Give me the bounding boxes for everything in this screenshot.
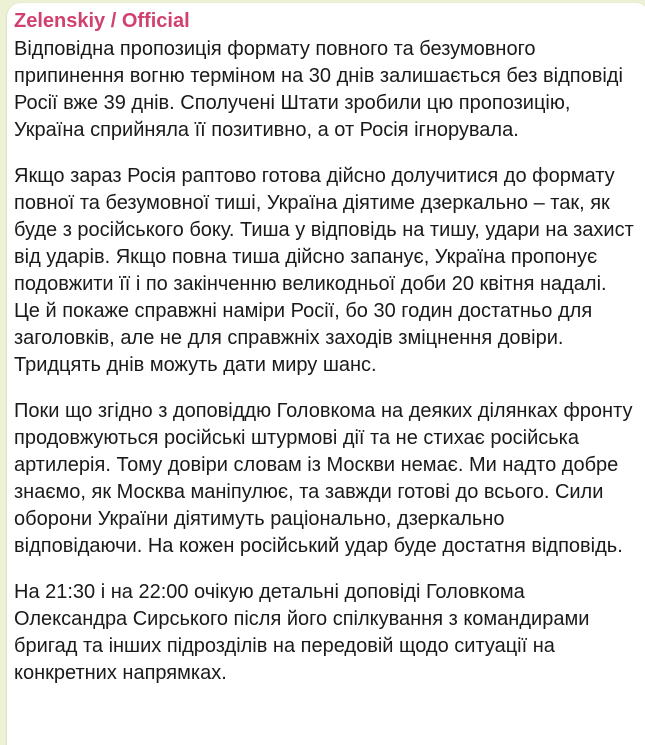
channel-title[interactable]: Zelenskiy / Official <box>14 10 190 32</box>
message-text <box>14 36 634 687</box>
message-paragraph-1: Відповідна пропозиція формату повного та безумовного припинення вогню терміном на 30 днів залишається без відповіді Росії вже 39 днів. Сполучені Штати зробили цю пропозицію, Україна сприйняла її позитивно, а от Росія ігнорувала. <box>14 38 623 141</box>
message-paragraph-3: Поки що згідно з доповіддю Головкома на деяких ділянках фронту продовжуються російські штурмові дії та не стихає російська артилерія. Тому довіри словам із Москви немає. Ми надто добре знаємо, як Москва маніпулює, та завжди готові до всього. Сили оборони України діятимуть раціонально, дзеркально відповідаючи. На кожен російський удар буде достатня відповідь. <box>14 400 633 557</box>
message-paragraph-2: Якщо зараз Росія раптово готова дійсно долучитися до формату повної та безумовної тиші, Україна діятиме дзеркально – так, як буде з російського боку. Тиша у відповідь на тишу, удари на захист від ударів. Якщо повна тиша дійсно запанує, Україна пропонує подовжити її і по закінченню великодньої доби 20 квітня надалі. Це й покаже справжні наміри Росії, бо 30 годин достатньо для заголовків, але не для справжніх заходів зміцнення довіри. Тридцять днів можуть дати миру шанс. <box>14 165 634 376</box>
message-bubble[interactable] <box>7 3 645 745</box>
message-paragraph-4: На 21:30 і на 22:00 очікую детальні доповіді Головкома Олександра Сирського після його спілкування з командирами бригад та інших підрозділів на передовій щодо ситуації на конкретних напрямках. <box>14 581 590 684</box>
